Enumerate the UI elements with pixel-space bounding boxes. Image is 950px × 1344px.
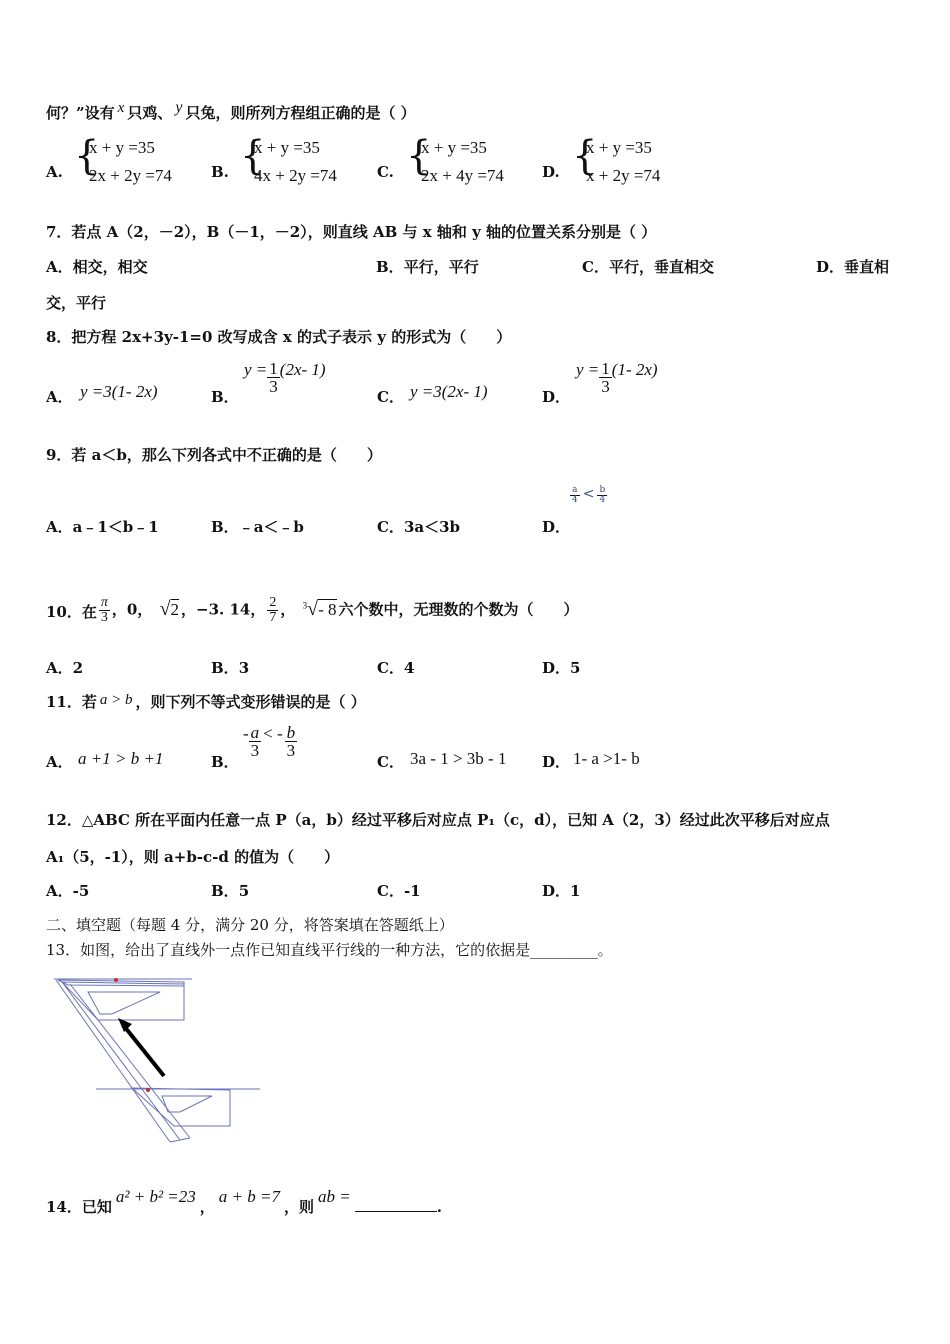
q12-option-c: C．-1 — [377, 882, 421, 900]
q6-option-d-eq2: x + 2y =74 — [586, 166, 661, 185]
q11-option-d-expr: 1- a >1- b — [573, 749, 640, 768]
q11-option-a-label: A． — [46, 753, 73, 771]
q8-option-d-label: D． — [542, 388, 571, 406]
q8-stem: 8．把方程 2x+3y-1=0 改写成含 x 的式子表示 y 的形式为（ ） — [46, 328, 512, 346]
q7-stem: 7．若点 A（2，－2），B（－1，－2），则直线 AB 与 x 轴和 y 轴的位置关系分别是（ ） — [46, 223, 657, 241]
q12-option-a: A．-5 — [46, 882, 90, 900]
q9-option-d-label: D． — [542, 518, 571, 536]
q11-option-b-label: B． — [211, 753, 239, 771]
q6-option-b-brace: { — [240, 133, 266, 179]
q6-option-a-eq2: 2x + 2y =74 — [89, 166, 172, 185]
q10-option-b: B．3 — [211, 659, 250, 677]
q6-option-c-brace: { — [406, 133, 432, 179]
q10-option-c: C．4 — [377, 659, 415, 677]
q8-option-a-expr: y =3(1- 2x) — [80, 382, 158, 401]
q8-option-b-expr: y = $\frac{1}{3}$ (2x- 1) — [244, 359, 326, 396]
q10-stem: 10．在 $\frac{\pi}{3}$ ，0， √2 ，−3. 14， $\frac{2}{7}$ ， $^3$√- 8 六个数中，无理数的个数为（ ） — [46, 595, 579, 625]
q7-option-a: A．相交，相交 — [46, 258, 148, 276]
q8-option-c-label: C． — [377, 388, 404, 406]
q6-option-b-eq2: 4x + 2y =74 — [254, 166, 337, 185]
q6-option-c-label: C. — [377, 163, 394, 181]
q7-option-b: B．平行，平行 — [376, 258, 479, 276]
q8-option-c-expr: y =3(2x- 1) — [410, 382, 488, 401]
q9-option-d-expr: $\frac{a}{4}$ < $\frac{b}{4}$ — [572, 485, 606, 505]
q10-option-d: D．5 — [542, 659, 581, 677]
q9-option-c: C．3a＜3b — [377, 518, 461, 536]
q9-option-b: B．﹣a＜﹣b — [211, 518, 304, 536]
q7-option-d: D．垂直相 — [816, 258, 890, 276]
q12-stem-line1: 12．△ABC 所在平面内任意一点 P（a，b）经过平移后对应点 P₁（c，d），已知 A（2，3）经过此次平移后对应点 — [46, 811, 830, 829]
q7-option-d-wrap: 交，平行 — [46, 294, 107, 312]
q6-option-b-eq1: x + y =35 — [254, 138, 320, 157]
q9-option-a: A．a﹣1＜b﹣1 — [46, 518, 159, 536]
q12-option-d: D．1 — [542, 882, 581, 900]
q8-option-b-label: B． — [211, 388, 239, 406]
q6-option-d-brace: { — [572, 133, 598, 179]
q6-option-c-eq1: x + y =35 — [421, 138, 487, 157]
q9-stem: 9．若 a＜b，那么下列各式中不正确的是（ ） — [46, 446, 382, 464]
q6-option-a-eq1: x + y =35 — [89, 138, 155, 157]
q13-stem: 13．如图，给出了直线外一点作已知直线平行线的一种方法，它的依据是_________。 — [46, 941, 613, 959]
q13-set-square-figure — [52, 972, 264, 1148]
q6-option-b-label: B. — [211, 163, 229, 181]
q6-option-a-label: A. — [46, 163, 63, 181]
q11-option-b-expr: - $\frac{a}{3}$ < - $\frac{b}{3}$ — [243, 723, 296, 760]
q10-option-a: A．2 — [46, 659, 84, 677]
q11-option-c-expr: 3a - 1 > 3b - 1 — [410, 749, 507, 768]
q6-option-d-label: D. — [542, 163, 560, 181]
q11-option-c-label: C． — [377, 753, 404, 771]
q6-option-a-brace: { — [74, 133, 100, 179]
q12-stem-line2: A₁（5，-1），则 a+b-c-d 的值为（ ） — [46, 848, 340, 866]
q6-stem: 何？”设有 x 只鸡、 y 只兔，则所列方程组正确的是（ ） — [46, 99, 416, 122]
q8-option-a-label: A． — [46, 388, 73, 406]
q14-stem: 14．已知a² + b² =23，a + b =7，则ab =. — [46, 1187, 442, 1216]
q6-option-d-eq1: x + y =35 — [586, 138, 652, 157]
section-2-title: 二、填空题（每题 4 分，满分 20 分，将答案填在答题纸上） — [46, 916, 454, 934]
q11-stem: 11．若 a > b ，则下列不等式变形错误的是（ ） — [46, 692, 366, 711]
q11-option-a-expr: a +1 > b +1 — [78, 749, 164, 768]
q6-option-c-eq2: 2x + 4y =74 — [421, 166, 504, 185]
q7-option-c: C．平行，垂直相交 — [582, 258, 714, 276]
q11-option-d-label: D． — [542, 753, 571, 771]
q14-answer-blank[interactable] — [355, 1197, 437, 1212]
q8-option-d-expr: y = $\frac{1}{3}$ (1- 2x) — [576, 359, 658, 396]
q12-option-b: B．5 — [211, 882, 250, 900]
